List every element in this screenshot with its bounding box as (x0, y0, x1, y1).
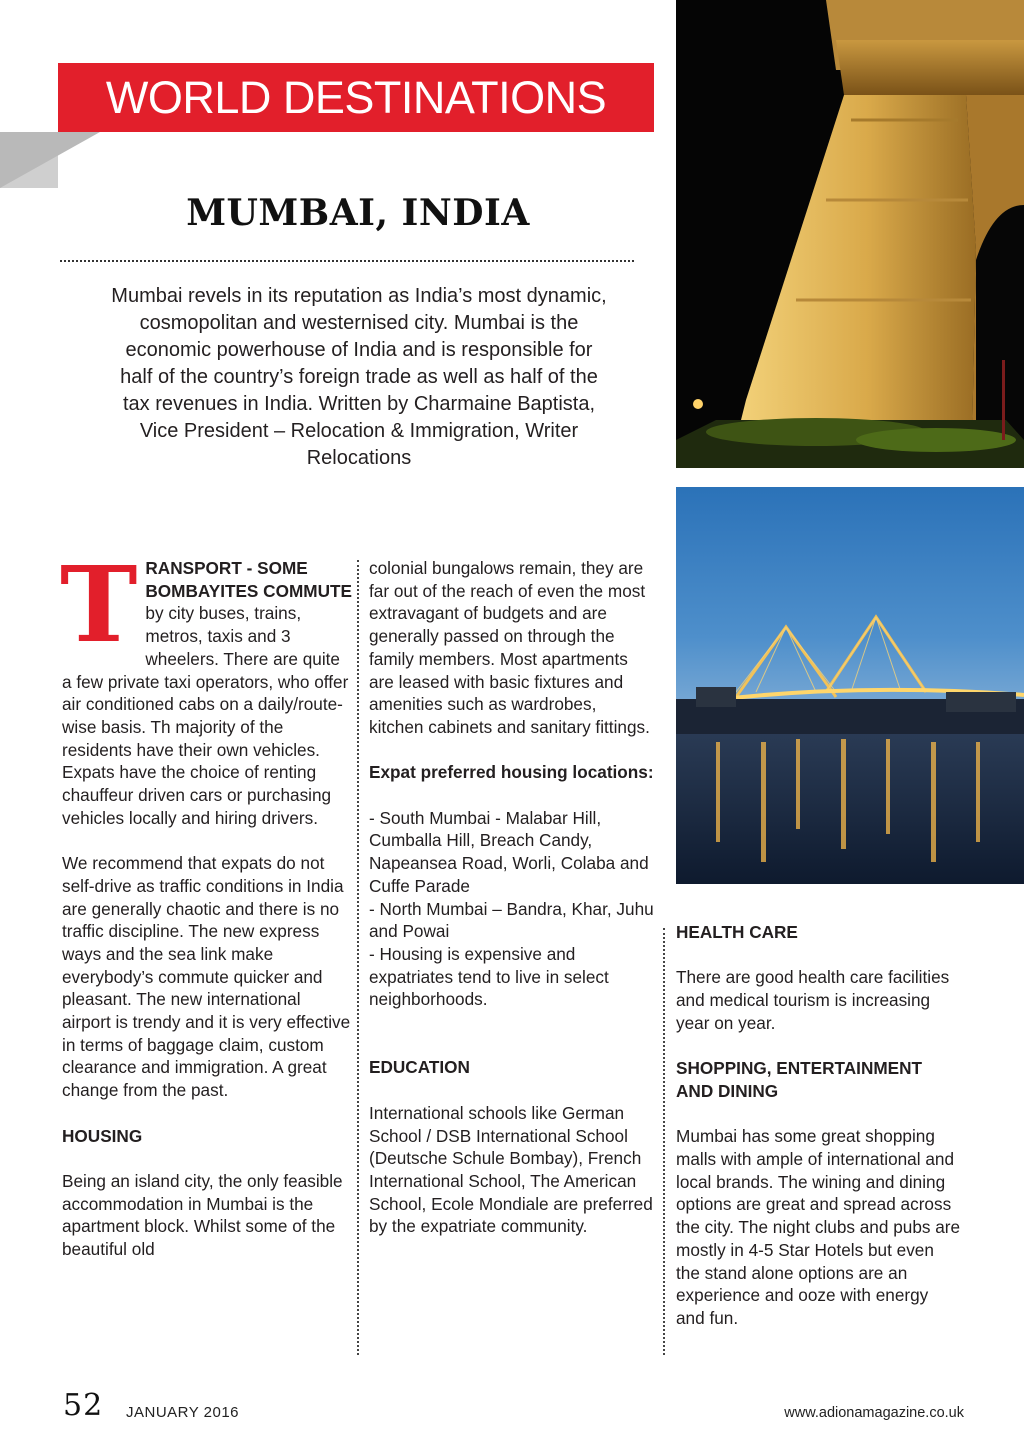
page-title: MUMBAI, INDIA (186, 192, 530, 234)
column-divider (663, 928, 665, 1355)
title-divider (60, 260, 634, 262)
section-label: WORLD DESTINATIONS (58, 63, 654, 132)
website-url: www.adionamagazine.co.uk (784, 1405, 964, 1421)
health-heading: HEALTH CARE (676, 922, 798, 942)
column-divider (357, 560, 359, 1355)
transport-paragraph (60, 543, 352, 829)
education-paragraph: International schools like German School / DSB International School (Deutsche Schule Bombay), French International School, The American School, Ecole Mondiale are preferred by the expatriate community. (369, 1102, 653, 1237)
shopping-paragraph: Mumbai has some great shopping malls with ample of international and local brands. The wining and dining options are great and spread across the city. The night clubs and pubs are mostly in 4-5 Star Hotels but even the stand alone options are an experience and ooze with energy and fun. (676, 1126, 961, 1328)
location-item: - South Mumbai - Malabar Hill, Cumballa Hill, Breach Candy, Napeansea Road, Worli, Colaba and Cuffe Parade (369, 807, 649, 896)
article-column-3 (676, 921, 961, 1330)
location-item: - Housing is expensive and expatriates tend to live in select neighborhoods. (369, 943, 609, 1010)
intro-standfirst: Mumbai revels in its reputation as India’s most dynamic, cosmopolitan and westernised city. Mumbai is the economic powerhouse of India and is responsible for half of the country’s foreign trade as well as half of the tax revenues in India. Written by Charmaine Baptista, Vice President – Relocation & Immigration, Writer Relocations (111, 285, 607, 469)
page-number: 52 (63, 1388, 104, 1423)
article-column-2 (369, 557, 654, 1238)
lead-in-caps: RANSPORT - SOME BOMBAYITES COMMUTE (145, 558, 352, 601)
shopping-heading: SHOPPING, ENTERTAINMENT AND DINING (676, 1058, 923, 1101)
locations-heading: Expat preferred housing locations: (369, 762, 654, 783)
housing-heading: HOUSING (62, 1125, 143, 1146)
traffic-paragraph: We recommend that expats do not self-drive as traffic conditions in India are generally chaotic and there is no traffic discipline. The new express ways and the sea link make everybody’s commute quicker and pleasant. The new international airport is trendy and it is very effective in terms of baggage claim, custom clearance and immigration. A great change from the past. (62, 853, 351, 1101)
bridge-dusk-photo (676, 487, 1024, 884)
issue-date: JANUARY 2016 (126, 1404, 240, 1421)
india-gate-photo (676, 0, 1024, 468)
health-paragraph: There are good health care facilities and medical tourism is increasing year on year. (676, 967, 950, 1033)
education-heading: EDUCATION (369, 1057, 470, 1078)
transport-text: by city buses, trains, metros, taxis and 3 wheelers. There are quite a few private taxi operators, who offer air conditioned cabs on a daily/route-wise basis. Th majority of the residents have their own vehicles. Expats have the choice of renting chauffeur driven cars or purchasing vehicles locally and hiring drivers. (62, 603, 349, 828)
drop-cap: T (60, 543, 138, 666)
housing-continued: colonial bungalows remain, they are far out of the reach of even the most extravagant of budgets and are generally passed on through the family members. Most apartments are leased with basic fixtures and amenities such as wardrobes, kitchen cabinets and sanitary fittings. (369, 558, 650, 737)
housing-paragraph: Being an island city, the only feasible accommodation in Mumbai is the apartment block. Whilst some of the beautiful old (62, 1170, 343, 1260)
location-item: - North Mumbai – Bandra, Khar, Juhu and Powai (369, 898, 654, 942)
ribbon-fold-triangle (0, 132, 100, 188)
article-column-1 (60, 543, 352, 1261)
